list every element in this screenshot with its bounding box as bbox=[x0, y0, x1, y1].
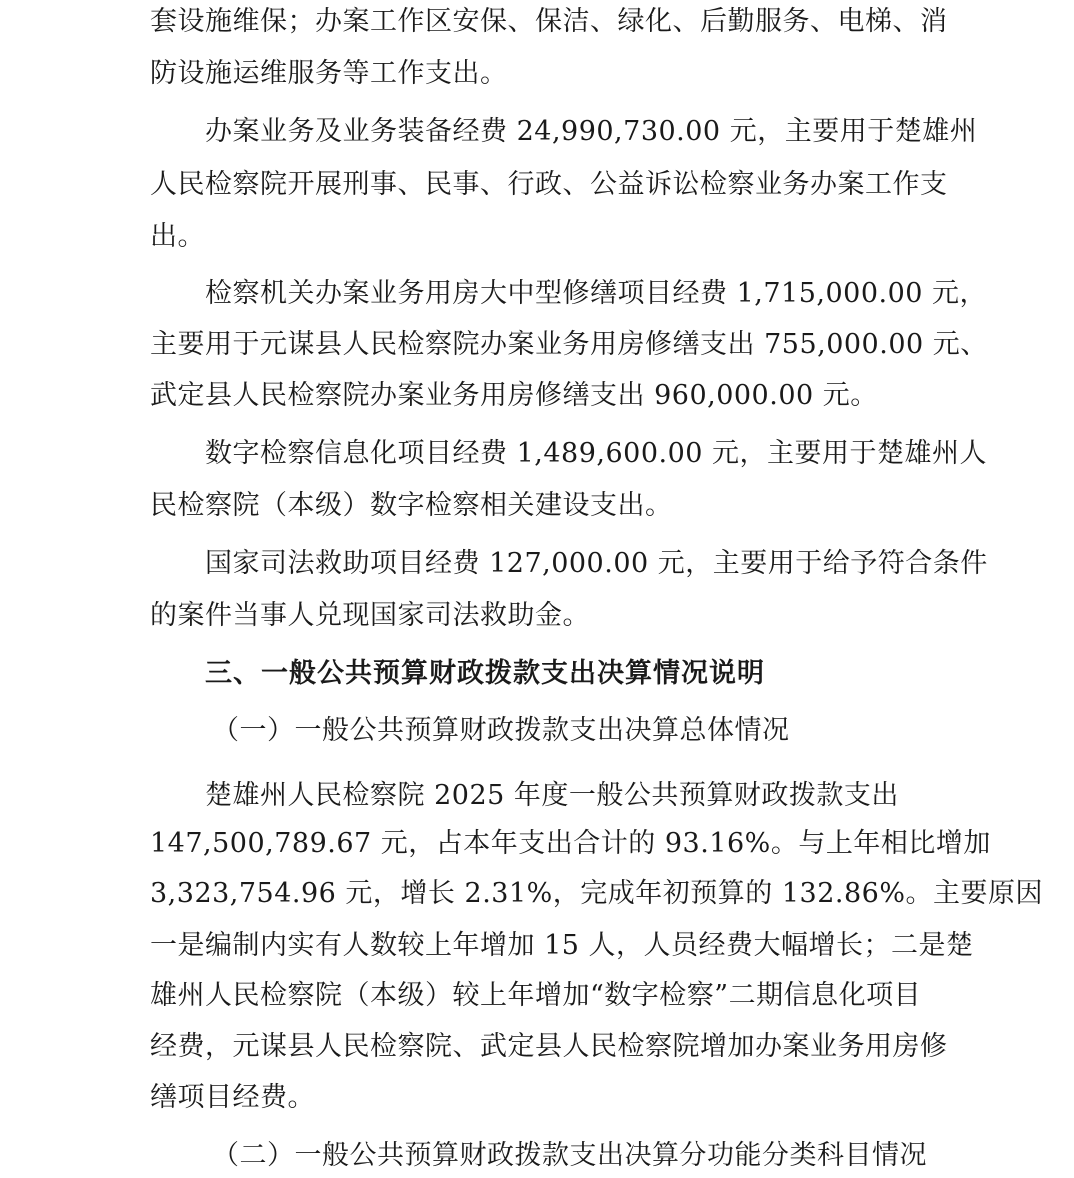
paragraph-line: 套设施维保；办案工作区安保、保洁、绿化、后勤服务、电梯、消 bbox=[150, 6, 948, 37]
subsection-heading: （一）一般公共预算财政拨款支出决算总体情况 bbox=[212, 715, 790, 746]
paragraph-line: 经费，元谋县人民检察院、武定县人民检察院增加办案业务用房修 bbox=[150, 1031, 948, 1062]
paragraph-line: 检察机关办案业务用房大中型修缮项目经费 1,715,000.00 元， bbox=[205, 278, 988, 309]
paragraph-line: 雄州人民检察院（本级）较上年增加“数字检察”二期信息化项目 bbox=[150, 980, 922, 1011]
paragraph-line: 3,323,754.96 元，增长 2.31%，完成年初预算的 132.86%。主要原因 bbox=[150, 878, 1043, 909]
paragraph-line: 147,500,789.67 元，占本年支出合计的 93.16%。与上年相比增加 bbox=[150, 828, 991, 859]
paragraph-line: 民检察院（本级）数字检察相关建设支出。 bbox=[150, 490, 673, 521]
paragraph-line: 一是编制内实有人数较上年增加 15 人，人员经费大幅增长；二是楚 bbox=[150, 930, 974, 961]
paragraph-line: 防设施运维服务等工作支出。 bbox=[150, 58, 508, 89]
paragraph-line: 楚雄州人民检察院 2025 年度一般公共预算财政拨款支出 bbox=[205, 780, 899, 811]
paragraph-line: 武定县人民检察院办案业务用房修缮支出 960,000.00 元。 bbox=[150, 380, 878, 411]
paragraph-line: 国家司法救助项目经费 127,000.00 元，主要用于给予符合条件 bbox=[205, 548, 988, 579]
paragraph-line: 人民检察院开展刑事、民事、行政、公益诉讼检察业务办案工作支 bbox=[150, 169, 948, 200]
paragraph-line: 出。 bbox=[150, 221, 205, 252]
paragraph-line: 办案业务及业务装备经费 24,990,730.00 元，主要用于楚雄州 bbox=[205, 116, 978, 147]
subsection-heading: （二）一般公共预算财政拨款支出决算分功能分类科目情况 bbox=[212, 1140, 927, 1171]
paragraph-line: 的案件当事人兑现国家司法救助金。 bbox=[150, 600, 590, 631]
paragraph-line: 主要用于元谋县人民检察院办案业务用房修缮支出 755,000.00 元、 bbox=[150, 329, 988, 360]
section-heading: 三、一般公共预算财政拨款支出决算情况说明 bbox=[205, 658, 765, 689]
paragraph-line: 数字检察信息化项目经费 1,489,600.00 元，主要用于楚雄州人 bbox=[205, 438, 988, 469]
paragraph-line: 缮项目经费。 bbox=[150, 1082, 315, 1113]
